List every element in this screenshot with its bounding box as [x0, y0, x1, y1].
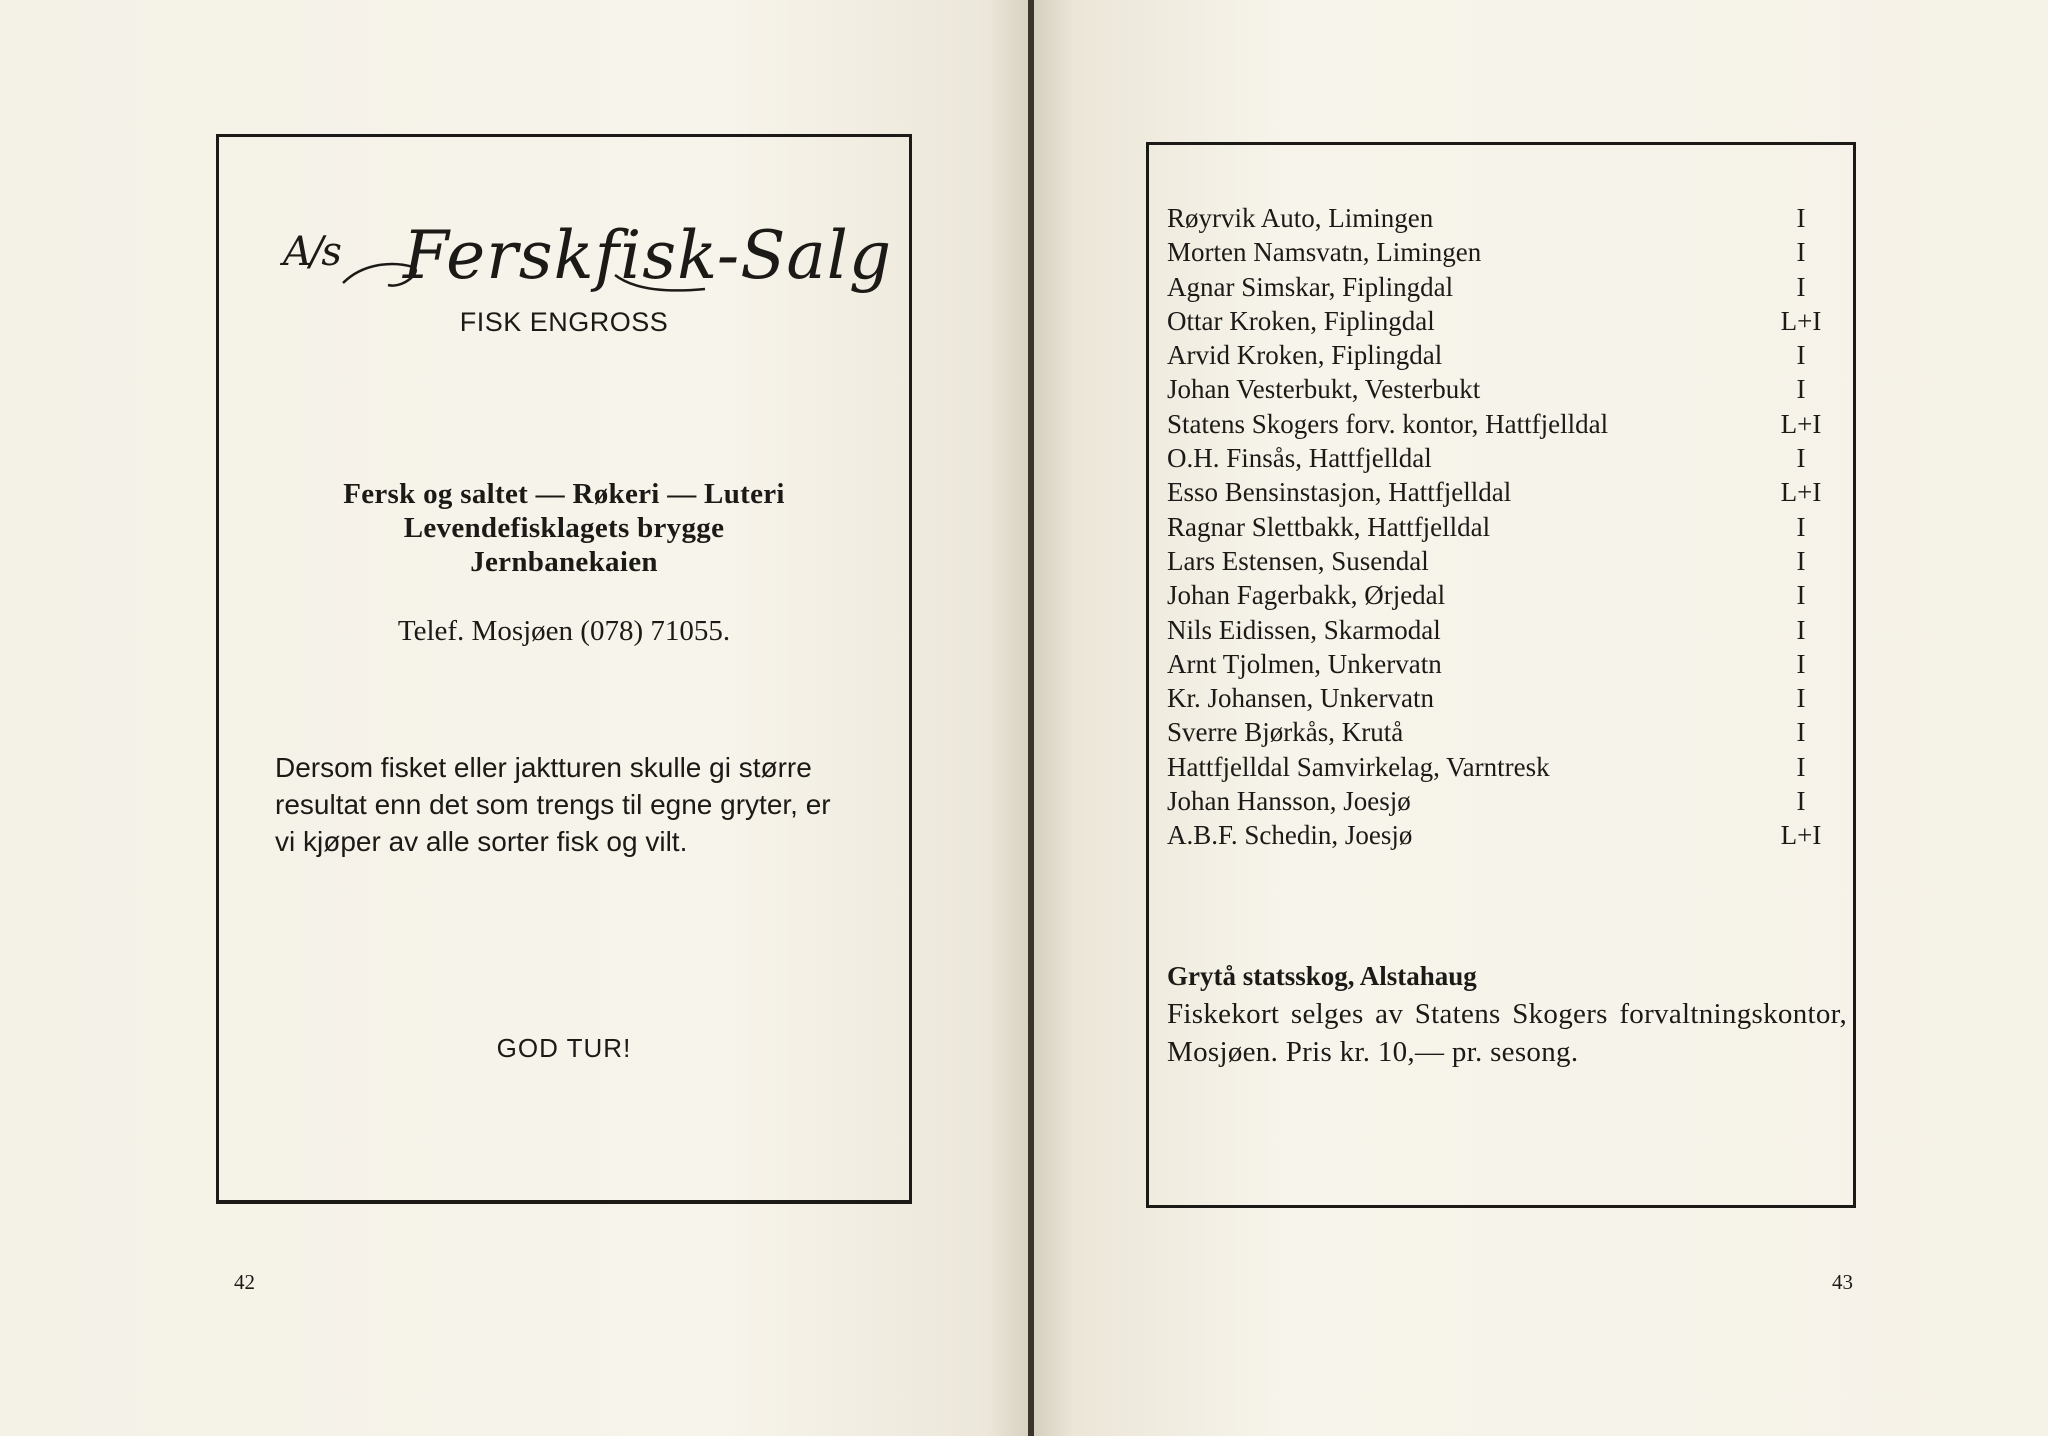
ad-bold-line: Jernbanekaien — [470, 546, 658, 578]
entry-name: Arnt Tjolmen, Unkervatn — [1167, 648, 1442, 679]
list-item — [1167, 338, 1841, 372]
entry-name: Johan Fagerbakk, Ørjedal — [1167, 580, 1446, 611]
list-item — [1167, 475, 1841, 509]
entry-code: I — [1796, 374, 1806, 405]
list-item — [1167, 235, 1841, 269]
entry-name: Kr. Johansen, Unkervatn — [1167, 683, 1434, 714]
section-gryta — [1167, 957, 1847, 1071]
list-item — [1167, 441, 1841, 475]
entry-code: I — [1796, 511, 1806, 542]
ad-paragraph-line: resultat enn det som trengs til egne gryter, er — [275, 789, 831, 820]
entry-code: I — [1796, 614, 1806, 645]
list-item — [1167, 818, 1841, 852]
list-item — [1167, 784, 1841, 818]
entry-name: Esso Bensinstasjon, Hattfjelldal — [1167, 477, 1512, 508]
dealer-list-frame — [1146, 142, 1856, 1208]
entry-name: Sverre Bjørkås, Krutå — [1167, 717, 1404, 748]
entry-code: L+I — [1780, 408, 1822, 439]
entry-name: Nils Eidissen, Skarmodal — [1167, 614, 1441, 645]
entry-name: Ottar Kroken, Fiplingdal — [1167, 305, 1435, 336]
entry-name: O.H. Finsås, Hattfjelldal — [1167, 443, 1432, 474]
ad-subtitle: FISK ENGROSS — [459, 307, 669, 337]
ad-phone: Telef. Mosjøen (078) 71055. — [397, 615, 731, 647]
entry-code: L+I — [1780, 477, 1822, 508]
entry-name: Ragnar Slettbakk, Hattfjelldal — [1167, 511, 1491, 542]
entry-code: I — [1796, 580, 1806, 611]
logo-script-text: Ferskfisk-Salg — [403, 217, 893, 294]
company-logo — [283, 211, 893, 311]
entry-code: I — [1796, 786, 1806, 817]
list-item — [1167, 613, 1841, 647]
section-text: Fiskekort selges av Statens Skogers forvaltningskontor, Mosjøen. Pris kr. 10,— pr. sesong. — [1167, 998, 1847, 1068]
ad-bold-lines — [219, 477, 909, 579]
entry-name: Lars Estensen, Susendal — [1167, 545, 1429, 576]
entry-name: Johan Vesterbukt, Vesterbukt — [1167, 374, 1481, 405]
entry-name: Arvid Kroken, Fiplingdal — [1167, 340, 1443, 371]
entry-name: Røyrvik Auto, Limingen — [1167, 203, 1434, 233]
entry-code: I — [1796, 545, 1806, 576]
list-item — [1167, 578, 1841, 612]
entry-name: Johan Hansson, Joesjø — [1167, 786, 1411, 817]
list-item — [1167, 510, 1841, 544]
list-item — [1167, 372, 1841, 406]
entry-code: I — [1796, 237, 1806, 268]
entry-code: I — [1796, 683, 1806, 714]
ad-paragraph — [275, 749, 875, 860]
entry-name: Statens Skogers forv. kontor, Hattfjelldal — [1167, 408, 1609, 439]
dealer-list — [1167, 201, 1841, 853]
right-page — [1034, 0, 2048, 1436]
ad-bold-line: Levendefisklagets brygge — [403, 512, 725, 544]
ad-paragraph-line: vi kjøper av alle sorter fisk og vilt. — [275, 826, 688, 857]
list-item — [1167, 681, 1841, 715]
logo-prefix: A/s — [283, 229, 340, 275]
list-item — [1167, 715, 1841, 749]
list-item — [1167, 407, 1841, 441]
list-item — [1167, 270, 1841, 304]
ad-closing: GOD TUR! — [496, 1033, 632, 1063]
entry-name: A.B.F. Schedin, Joesjø — [1167, 820, 1413, 851]
entry-code: L+I — [1780, 305, 1822, 336]
entry-code: I — [1796, 340, 1806, 371]
list-item — [1167, 647, 1841, 681]
entry-code: I — [1796, 648, 1806, 679]
entry-name: Morten Namsvatn, Limingen — [1167, 237, 1482, 268]
entry-code: L+I — [1780, 820, 1822, 851]
entry-code: I — [1796, 203, 1806, 233]
ad-paragraph-line: Dersom fisket eller jaktturen skulle gi større — [275, 752, 812, 783]
list-item — [1167, 544, 1841, 578]
list-item — [1167, 304, 1841, 338]
section-title: Grytå statsskog, Alstahaug — [1167, 961, 1477, 991]
list-item — [1167, 750, 1841, 784]
entry-name: Agnar Simskar, Fiplingdal — [1167, 271, 1454, 302]
entry-code: I — [1796, 443, 1806, 474]
entry-code: I — [1796, 717, 1806, 748]
entry-code: I — [1796, 751, 1806, 782]
page-number-left: 42 — [234, 1270, 255, 1294]
entry-name: Hattfjelldal Samvirkelag, Varntresk — [1167, 751, 1550, 782]
advertisement-frame — [216, 134, 912, 1204]
list-item — [1167, 201, 1841, 235]
page-number-right: 43 — [1832, 1270, 1853, 1294]
entry-code: I — [1796, 271, 1806, 302]
ad-bold-line: Fersk og saltet — Røkeri — Luteri — [343, 478, 785, 510]
